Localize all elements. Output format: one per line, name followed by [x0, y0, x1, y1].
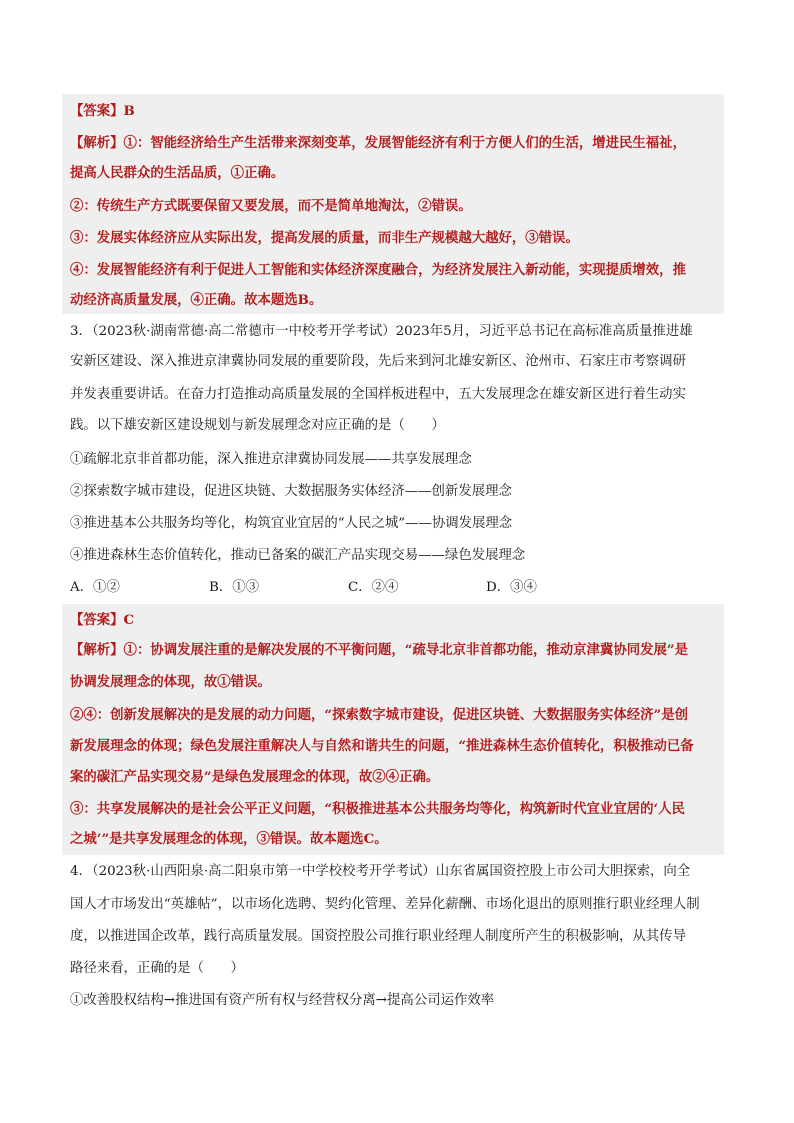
question-item: ④推进森林生态价值转化，推动已备案的碳汇产品实现交易——绿色发展理念	[70, 548, 526, 563]
question-stem-line: 度，以推进国企改革，践行高质量发展。国资控股公司推行职业经理人制度所产生的积极影响，从其传导	[70, 929, 686, 944]
analysis-line: 【解析】①：智能经济给生产生活带来深刻变革，发展智能经济有利于方便人们的生活，增进民生福祉，	[70, 135, 686, 151]
analysis-line: 之城’”是共享发展理念的体现，③错误。故本题选C。	[70, 831, 388, 847]
option-b: B．①③	[209, 580, 260, 595]
option-c: C．②④	[348, 580, 399, 595]
question-item: ②探索数字城市建设，促进区块链、大数据服务实体经济——创新发展理念	[70, 484, 512, 499]
analysis-line: ③：发展实体经济应从实际出发，提高发展的质量，而非生产规模越大越好，③错误。	[70, 230, 579, 246]
analysis-line: 新发展理念的体现；绿色发展注重解决人与自然和谐共生的问题，“推进森林生态价值转化，积极推动已备	[70, 738, 694, 754]
option-d: D．③④	[486, 580, 537, 595]
question-item: ①疏解北京非首都功能，深入推进京津冀协同发展——共享发展理念	[70, 452, 472, 467]
answer-line: 【答案】C	[70, 612, 135, 628]
analysis-line: 协调发展理念的体现，故①错误。	[70, 674, 271, 690]
question-stem-line: 并发表重要讲话。在奋力打造推动高质量发展的全国样板进程中，五大发展理念在雄安新区进行着生动实	[70, 387, 686, 402]
question-stem-line: 国人才市场发出“英雄帖”，以市场化选聘、契约化管理、差异化薪酬、市场化退出的原则推行职业经理人制	[70, 897, 700, 912]
analysis-line: ③：共享发展解决的是社会公平正义问题，“积极推进基本公共服务均等化，构筑新时代宜业宜居的‘人民	[70, 801, 685, 817]
analysis-line: 动经济高质量发展，④正确。故本题选B。	[70, 292, 323, 308]
question-stem-line: 4．（2023秋·山西阳泉·高二阳泉市第一中学校校考开学考试）山东省属国资控股上市公司大胆探索，向全	[70, 864, 691, 879]
question-stem-line: 安新区建设、深入推进京津冀协同发展的重要阶段，先后来到河北雄安新区、沧州市、石家庄市考察调研	[70, 354, 686, 369]
analysis-line: 【解析】①：协调发展注重的是解决发展的不平衡问题，“疏导北京非首都功能，推动京津冀协同发展”是	[70, 642, 688, 658]
analysis-line: ②：传统生产方式既要保留又要发展，而不是简单地淘汰，②错误。	[70, 198, 472, 214]
question-options	[70, 578, 550, 598]
question-item: ①改善股权结构→推进国有资产所有权与经营权分离→提高公司运作效率	[70, 993, 495, 1008]
analysis-line: ②④：创新发展解决的是发展的动力问题，“探索数字城市建设，促进区块链、大数据服务实体经济”是创	[70, 707, 688, 723]
question-stem-line: 路径来看，正确的是（ ）	[70, 961, 245, 976]
answer-line: 【答案】B	[70, 103, 135, 119]
analysis-line: ④：发展智能经济有利于促进人工智能和实体经济深度融合，为经济发展注入新动能，实现提质增效，推	[70, 262, 686, 278]
analysis-line: 提高人民群众的生活品质，①正确。	[70, 165, 285, 181]
question-stem-line: 3．（2023秋·湖南常德·高二常德市一中校考开学考试）2023年5月，习近平总书记在高标准高质量推进雄	[70, 324, 693, 339]
question-stem-line: 践。以下雄安新区建设规划与新发展理念对应正确的是（ ）	[70, 418, 445, 433]
question-item: ③推进基本公共服务均等化，构筑宜业宜居的“人民之城”——协调发展理念	[70, 516, 513, 531]
option-a: A．①②	[70, 580, 120, 595]
analysis-line: 案的碳汇产品实现交易”是绿色发展理念的体现，故②④正确。	[70, 769, 440, 785]
